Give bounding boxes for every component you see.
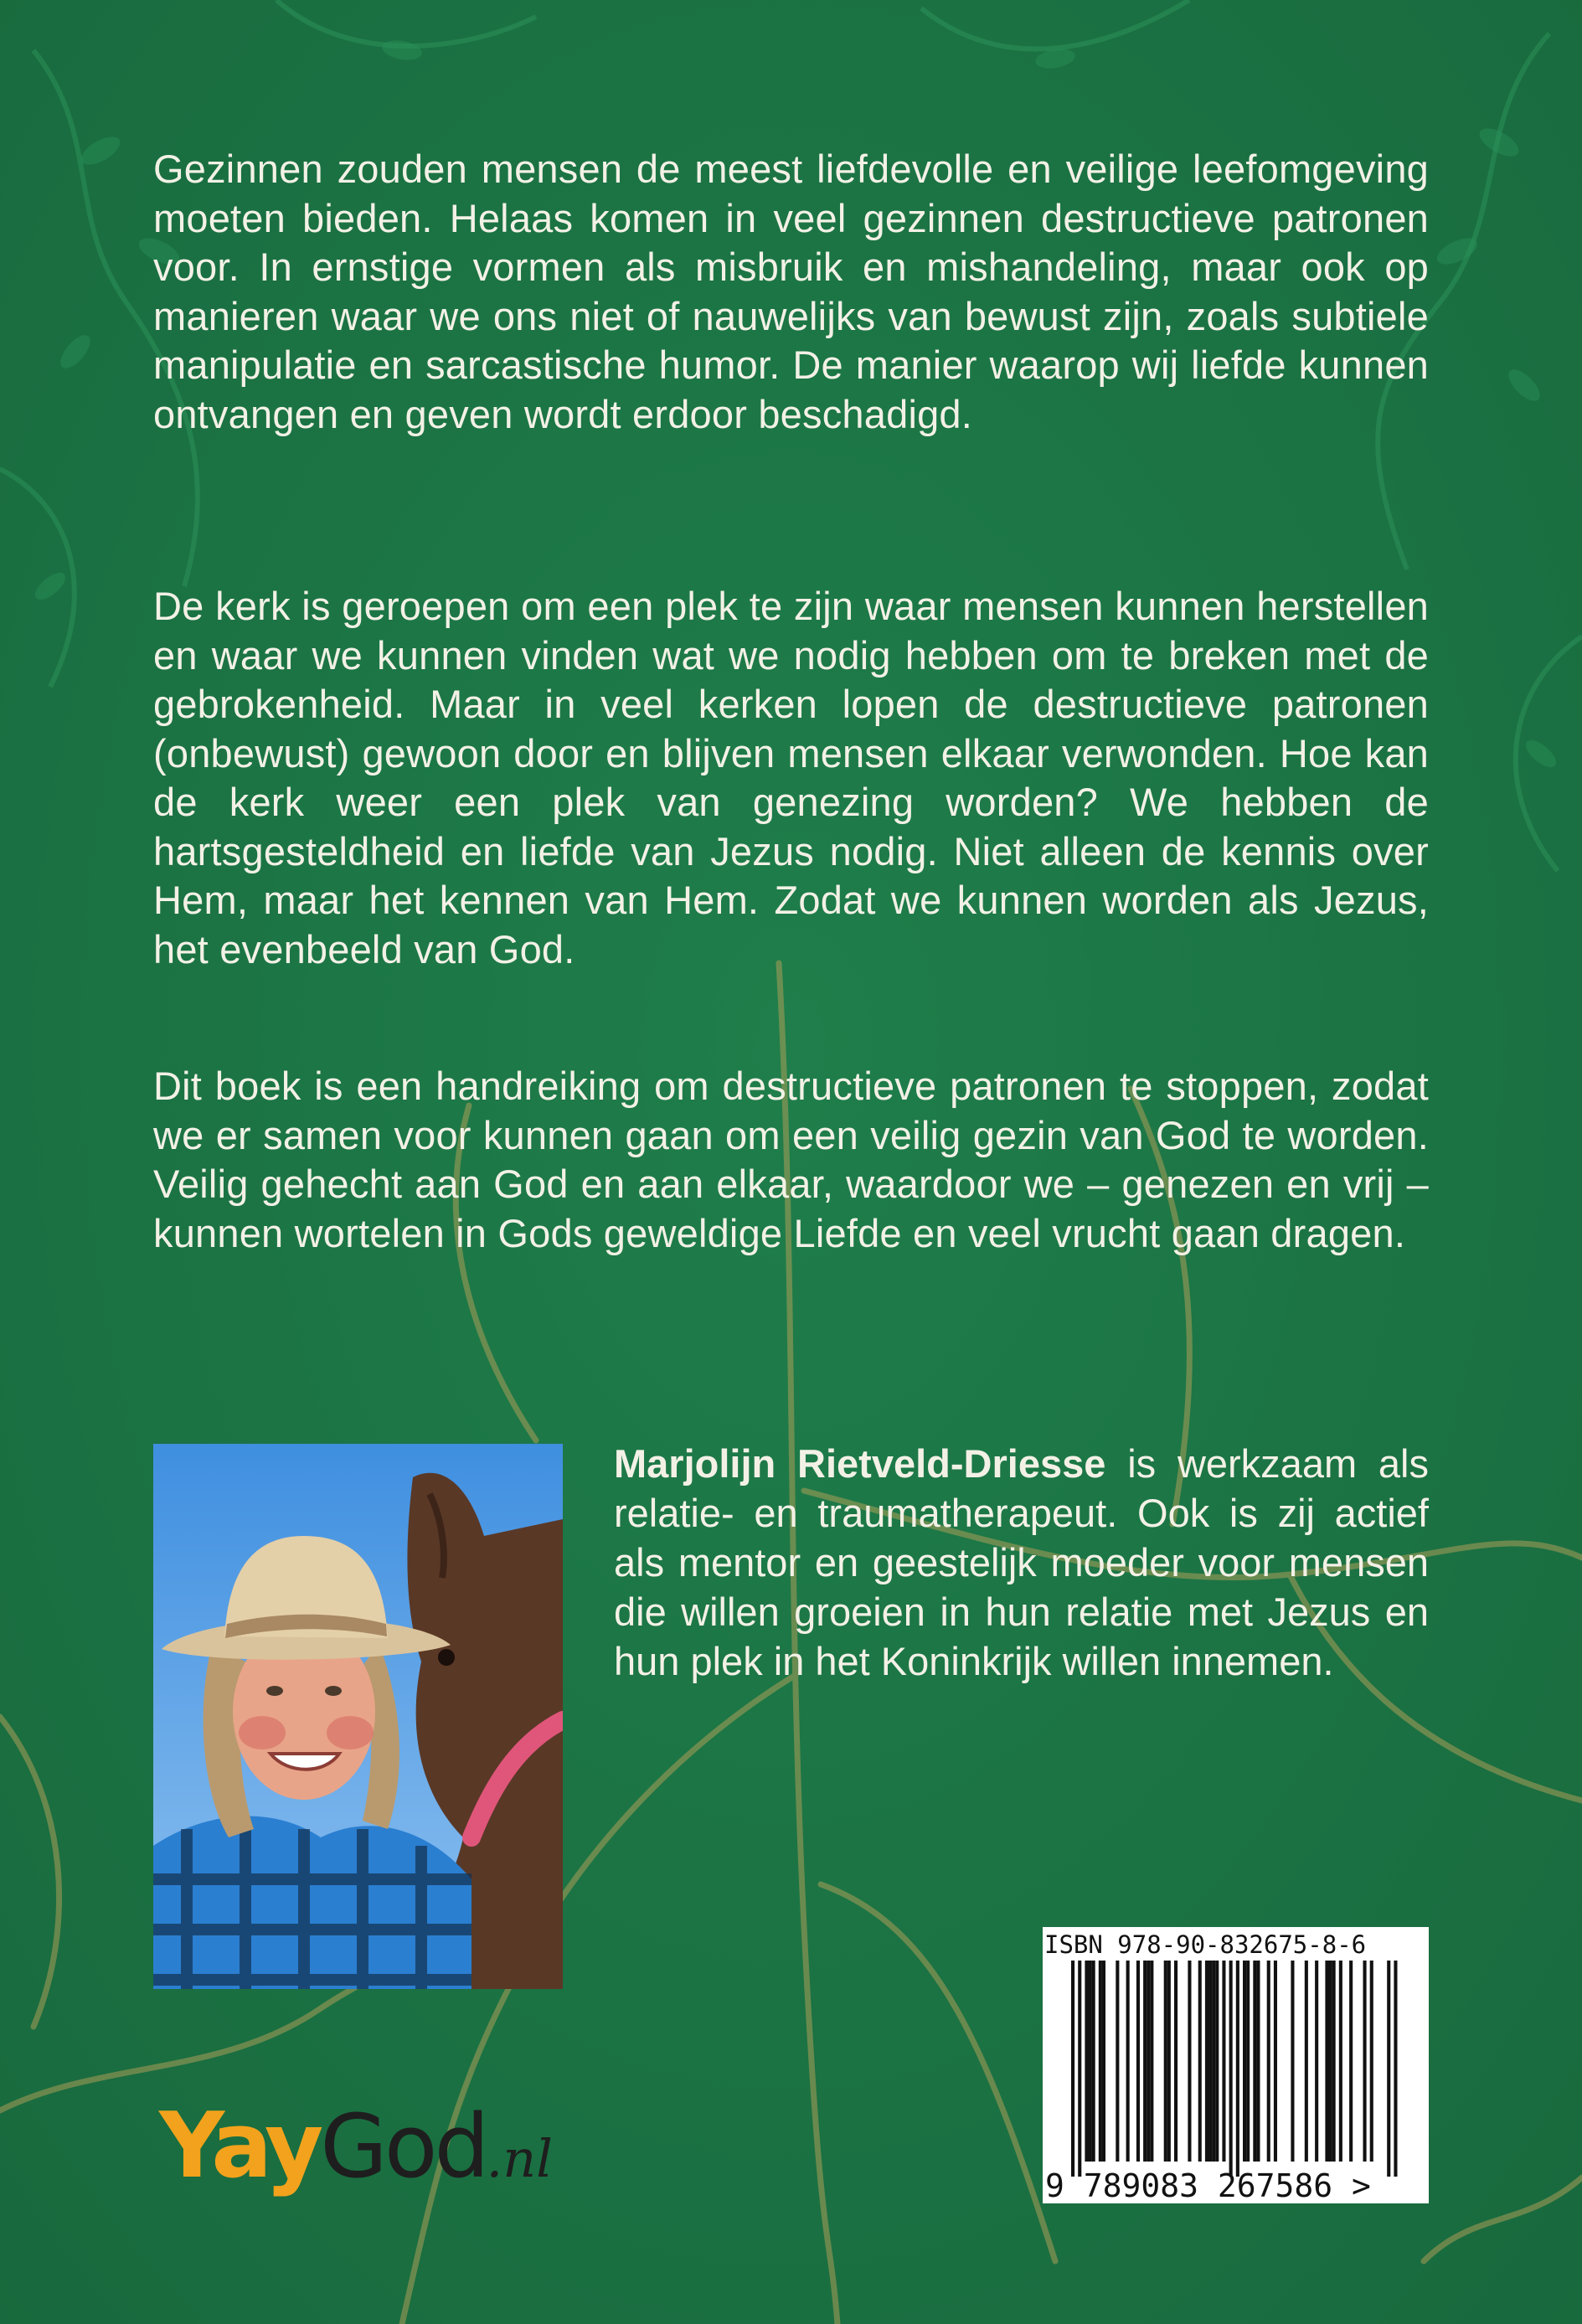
barcode-bar [1387,1961,1390,2177]
barcode-bar [1243,1961,1246,2162]
barcode-bar [1236,1961,1239,2177]
barcode-bar [1370,1961,1373,2162]
blurb-paragraph-3: Dit boek is een handreiking om destructieve patronen te stoppen, zodat we er samen voor kunnen gaan om een veilig gezin van God te worden. Veilig gehecht aan God en aan elkaar, waardoor we – genezen en vrij – kunnen wortelen in Gods geweldige Liefde en veel vrucht gaan dragen. [153,1064,1429,1255]
barcode-bar [1150,1961,1153,2162]
author-name: Marjolijn Rietveld-Driesse [614,1441,1106,1486]
barcode-bar [1188,1961,1191,2162]
barcode-bar [1208,1961,1212,2162]
barcode-bar [1215,1961,1219,2162]
barcode-bar [1136,1961,1140,2162]
author-bio [614,1439,1429,1686]
barcode-bar [1102,1961,1105,2162]
barcode-bar [1092,1961,1095,2162]
barcode-bar [1256,1961,1260,2162]
barcode-bar [1229,1961,1233,2177]
barcode-bar [1222,1961,1225,2162]
author-bio-text: is werkzaam als relatie- en traumatherapeut. Ook is zij actief als mentor en geestelijk moeder voor mensen die willen groeien in hun relatie met Jezus en hun plek in het Koninkrijk willen innemen. [614,1441,1429,1683]
barcode [1043,1927,1429,2203]
barcode-bar [1198,1961,1202,2162]
barcode-bar [1315,1961,1318,2162]
logo-tld: .nl [486,2128,553,2189]
barcode-bar [1167,1961,1171,2162]
barcode-bar [1363,1961,1367,2162]
barcode-bar [1339,1961,1342,2162]
author-photo [153,1444,563,1989]
barcode-bar [1089,1961,1092,2162]
barcode-bar [1246,1961,1250,2162]
logo-god: God [320,2095,487,2198]
barcode-bar [1116,1961,1119,2162]
barcode-bar [1126,1961,1130,2162]
barcode-bar [1085,1961,1088,2162]
barcode-bar [1253,1961,1256,2162]
barcode-bar [1143,1961,1147,2162]
barcode-bar [1332,1961,1336,2162]
barcode-bar [1349,1961,1353,2162]
blurb-paragraph-1: Gezinnen zouden mensen de meest liefdevolle en veilige leefomgeving moeten bieden. Helaas komen in veel gezinnen destructieve patronen voor. In ernstige vormen als misbruik en mishandeling, maar ook op manieren waar we ons niet of nauwelijks van bewust zijn, zoals subtiele manipulatie en sarcastische humor. De manier waarop wij liefde kunnen ontvangen en geven wordt erdoor beschadigd. [153,147,1429,436]
barcode-bar [1274,1961,1277,2162]
isbn-label: ISBN 978-90-832675-8-6 [1044,1930,1367,1959]
blurb-paragraph-2: De kerk is geroepen om een plek te zijn waar mensen kunnen herstellen en waar we kunnen vinden wat we nodig hebben om te breken met de gebrokenheid. Maar in veel kerken lopen de destructieve patronen (onbewust) gewoon door en blijven mensen elkaar verwonden. Hoe kan de kerk weer een plek van genezing worden? We hebben de hartsgesteldheid en liefde van Jezus nodig. Niet alleen de kennis over Hem, maar het kennen van Hem. Zodat we kunnen worden als Jezus, het evenbeeld van God. [153,584,1429,971]
barcode-bar [1212,1961,1215,2162]
barcode-bar [1267,1961,1270,2162]
publisher-logo [159,2094,553,2203]
ean-digits: 9 789083 267586 > [1045,2167,1371,2204]
barcode-bar [1078,1961,1081,2177]
barcode-bar [1147,1961,1150,2162]
barcode-bar [1329,1961,1332,2162]
barcode-bar [1164,1961,1167,2162]
barcode-bar [1305,1961,1308,2162]
barcode-bar [1205,1961,1208,2162]
barcode-bar [1325,1961,1328,2162]
barcode-bar [1099,1961,1102,2162]
barcode-bar [1291,1961,1294,2162]
barcode-bar [1071,1961,1074,2177]
logo-yay: Yay [159,2094,319,2198]
barcode-bar [1174,1961,1177,2162]
barcode-bar [1394,1961,1397,2177]
